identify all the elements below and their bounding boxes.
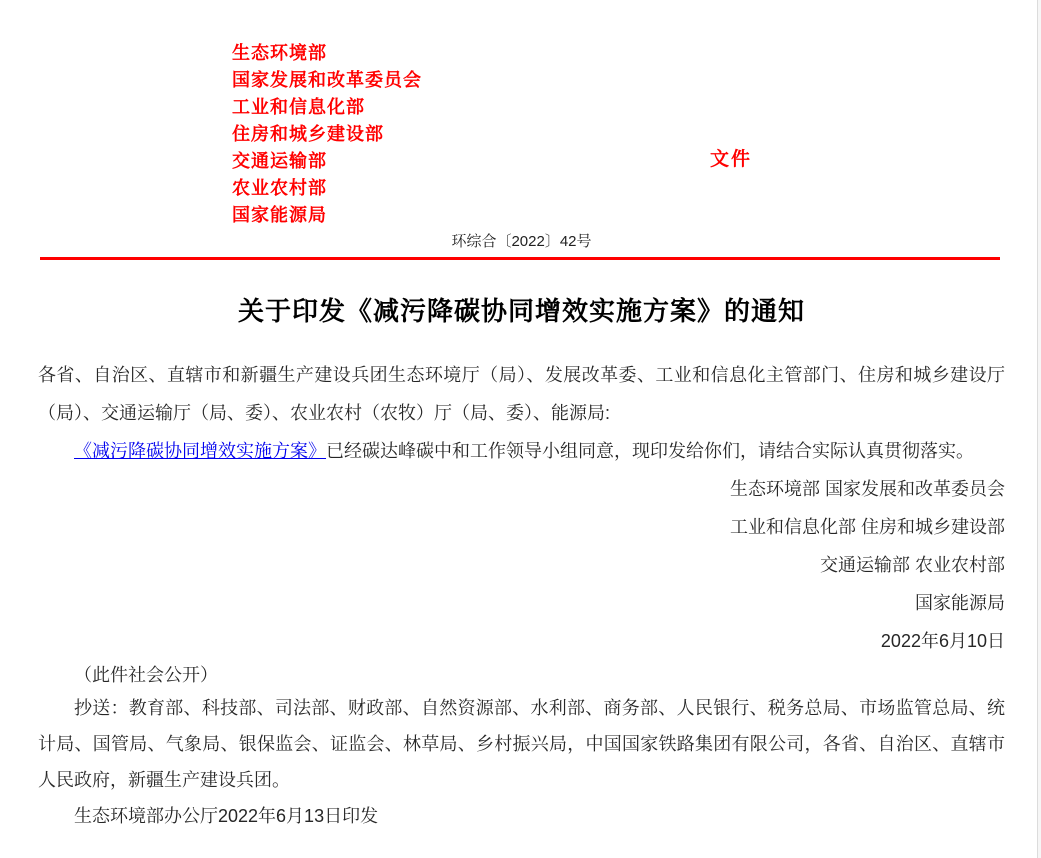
signature-date: 2022年6月10日 [880, 631, 1005, 651]
body-paragraph-text: 已经碳达峰碳中和工作领导小组同意，现印发给你们，请结合实际认真贯彻落实。 [326, 441, 974, 461]
signature-block [38, 470, 1005, 660]
cc-paragraph: 抄送：教育部、科技部、司法部、财政部、自然资源部、水利部、商务部、人民银行、税务总局、市场监管总局、统计局、国管局、气象局、银保监会、证监会、林草局、乡村振兴局，中国国家铁路集团有限公司，各省、自治区、直辖市人民政府，新疆生产建设兵团。 [38, 698, 1005, 790]
document-content [0, 40, 1037, 834]
public-disclosure-note: （此件社会公开） [74, 665, 218, 685]
agency-name-mohurd: 住房和城乡建设部 [232, 124, 384, 144]
red-separator-line [40, 257, 1000, 260]
signature-line-4: 国家能源局 [915, 593, 1005, 613]
print-note: 生态环境部办公厅2022年6月13日印发 [74, 806, 379, 826]
signature-line-1: 生态环境部 国家发展和改革委员会 [730, 479, 1005, 499]
agency-name-miit: 工业和信息化部 [232, 97, 365, 117]
document-number: 环综合〔2022〕42号 [451, 233, 592, 250]
body-paragraph [38, 432, 1005, 470]
agency-name-ndrc: 国家发展和改革委员会 [232, 70, 422, 90]
agency-name-mara: 农业农村部 [232, 178, 327, 198]
recipients-paragraph: 各省、自治区、直辖市和新疆生产建设兵团生态环境厅（局）、发展改革委、工业和信息化主管部门、住房和城乡建设厅（局）、交通运输厅（局、委）、农业农村（农牧）厅（局、委）、能源局: [38, 365, 1005, 423]
document-title: 关于印发《减污降碳协同增效实施方案》的通知 [237, 296, 805, 326]
signature-line-2: 工业和信息化部 住房和城乡建设部 [730, 517, 1005, 537]
agency-name-nea: 国家能源局 [232, 205, 327, 225]
agency-name-mot: 交通运输部 [232, 151, 327, 171]
plan-document-link[interactable]: 《减污降碳协同增效实施方案》 [74, 441, 326, 461]
document-label: 文件 [710, 149, 753, 170]
agency-name-mee: 生态环境部 [232, 43, 327, 63]
issuing-agencies-list [232, 40, 1005, 229]
signature-line-3: 交通运输部 农业农村部 [820, 555, 1005, 575]
red-letterhead [38, 40, 1005, 229]
